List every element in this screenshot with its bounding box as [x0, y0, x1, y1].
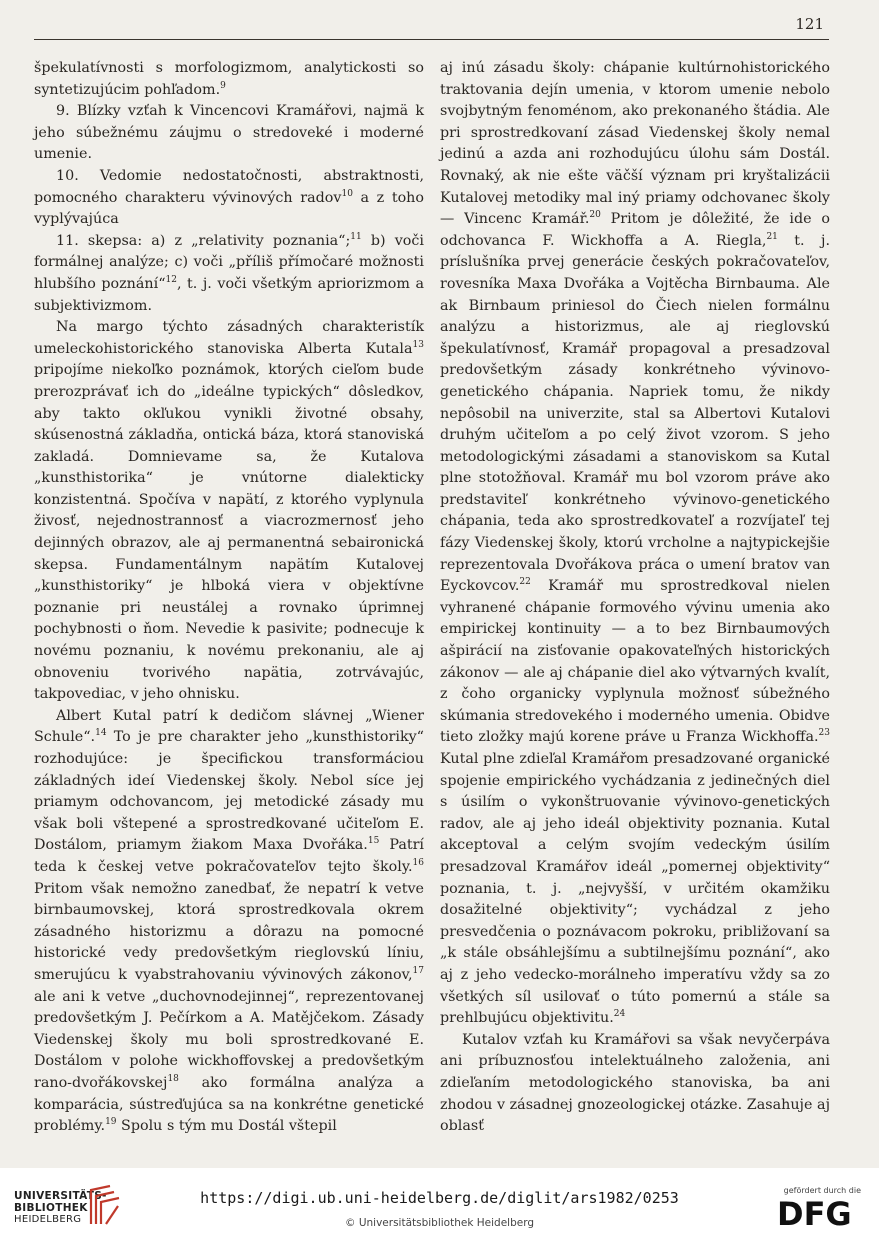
- left-paragraph: [34, 166, 424, 231]
- paragraph-text: , t. j. voči všetkým apriorizmom a subjektivizmom.: [34, 275, 424, 314]
- paragraph-text: Pritom je dôležité, že ide o odchovanca F. Wickhoffa a A. Riegla,: [440, 211, 830, 249]
- library-name-line-2: BIBLIOTHEK: [14, 1202, 88, 1214]
- paragraph-text: Patrí teda k českej vetve pokračovateľov tejto školy.: [34, 837, 424, 875]
- right-paragraph: [440, 1030, 830, 1138]
- library-name-line-3: HEIDELBERG: [14, 1214, 82, 1225]
- footnote-marker: 9: [220, 80, 226, 91]
- paragraph-text: Pritom však nemožno zanedbať, že nepatrí k vetve birnbaumovskej, ktorá sprostredkovala okrem zásadného historizmu a dôrazu na pomocné historické vedy predovšetkým rieglovskú líniu, smerujúcu k vyabstrahovaniu vývinových zákonov,: [34, 880, 424, 983]
- paragraph-text: ako formálna analýza a komparácia, sústreďujúca sa na konkrétne genetické problémy.: [34, 1074, 424, 1135]
- footnote-marker: 17: [412, 966, 424, 977]
- footnote-marker: 21: [766, 231, 778, 242]
- footnote-marker: 24: [613, 1009, 626, 1020]
- left-paragraph: [34, 58, 424, 101]
- paragraph-text: 10. Vedomie nedostatočnosti, abstraktnosti, pomocného charakteru vývinových radov: [34, 167, 424, 206]
- footnote-marker: 19: [105, 1117, 117, 1128]
- footnote-marker: 20: [589, 210, 601, 221]
- footnote-marker: 10: [341, 188, 353, 199]
- document-url[interactable]: [0, 1189, 879, 1207]
- right-column: [440, 58, 830, 1138]
- footnote-marker: 12: [165, 275, 177, 286]
- document-url-link[interactable]: https://digi.ub.uni-heidelberg.de/diglit/ars1982/0253: [200, 1189, 679, 1207]
- paragraph-text: b) voči formálnej analýze; c) voči „příliš přímočaré možnosti hlubšího poznání“: [34, 232, 424, 292]
- footer-bar: [0, 1168, 879, 1240]
- left-column: [34, 58, 424, 1138]
- left-paragraph: [34, 101, 424, 166]
- paragraph-text: Kutalov vzťah ku Kramářovi sa však nevyčerpáva ani príbuznosťou intelektuálneho založenia, ani zdieľaním metodologického stanoviska, ba ani zhodou v zásadnej gnozeologickej otázke. Zasahuje aj oblasť: [440, 1031, 830, 1135]
- left-paragraph: [34, 231, 424, 317]
- footnote-marker: 18: [167, 1074, 179, 1085]
- footnote-marker: 11: [350, 231, 362, 242]
- library-name-line-1: UNIVERSITÄTS-: [14, 1190, 107, 1202]
- paragraph-text: špekulatívnosti s morfologizmom, analytickosti so syntetizujúcim pohľadom.: [34, 60, 424, 98]
- paragraph-text: Kramář mu sprostredkoval nielen vyhranené chápanie formového vývinu umenia ako empirickej kontinuity — a to bez Birnbaumových ašpirácií na zisťovanie opakovateľných historických zákonov — ale aj chápanie diel ako výtvarných kvalít, z čoho organicky vyplynula možnosť súbežného skúmania stredovekého i moderného umenia. Obidve tieto zložky majú korene práve u Franza Wickhoffa.: [440, 578, 830, 746]
- footnote-marker: 14: [95, 728, 107, 739]
- copyright-notice: © Universitätsbibliothek Heidelberg: [344, 1217, 534, 1229]
- paragraph-text: 9. Blízky vzťah k Vincencovi Kramářovi, najmä k jeho súbežnému záujmu o stredoveké i moderné umenie.: [34, 103, 424, 163]
- paragraph-text: Albert Kutal patrí k dedičom slávnej „Wiener Schule“.: [34, 707, 424, 746]
- paragraph-text: Spolu s tým mu Dostál vštepil: [116, 1118, 337, 1135]
- paragraph-text: ale ani k vetve „duchovnodejinnej“, reprezentovanej predovšetkým J. Pečírkom a A. Matějčekom. Zásady Viedenskej školy mu boli sprostredkované E. Dostálom v polohe wickhoffovskej a predovšetkým rano-dvořákovskej: [34, 988, 424, 1091]
- paragraph-text: 11. skepsa: a) z „relativity poznania“;: [56, 232, 351, 249]
- left-paragraph: [34, 706, 424, 1138]
- paragraph-text: To je pre charakter jeho „kunsthistoriky“ rozhodujúce: je špecifickou transformáciou základných ideí Viedenskej školy. Nebol síce jej priamym odchovancom, jej metodické zásady mu však boli vštepené a sprostredkované učiteľom E. Dostálom, priamym žiakom Maxa Dvořáka.: [34, 729, 424, 854]
- footnote-marker: 22: [519, 577, 531, 588]
- dfg-logo[interactable]: [777, 1197, 863, 1233]
- paragraph-text: pripojíme niekoľko poznámok, ktorých cieľom bude prerozprávať ich do „ideálne typických“ dôsledkov, aby takto okľukou vynikli životné obsahy, skúsenostná základňa, ontická báza, ktorá stanoviská zakladá. Domnievame sa, že Kutalova „kunsthistorika“ je vnútorne dialekticky konzistentná. Spočíva v napätí, z ktorého vyplynula živosť, nejednostrannosť a viacrozmernosť jeho dejinných obrazov, ale aj permanentná sebaironická skepsa. Fundamentálnym napätím Kutalovej „kunsthistoriky“ je hlboká viera v objektívne poznanie pri neustálej a rovnako úprimnej pochybnosti o ňom. Nevedie k pasivite; podnecuje k novému poznaniu, k novému prekonaniu, ale aj obnoveniu tvorivého napätia, zotrvávajúc, takpovediac, v jeho ohnisku.: [34, 362, 424, 703]
- paragraph-text: a z toho vyplývajúca: [34, 189, 424, 228]
- footnote-marker: 23: [818, 728, 830, 739]
- paragraph-text: Kutal plne zdieľal Kramářom presadzované organické spojenie empirického vychádzania z jedinečných diel s úsilím o vykonštruovanie vývinovo-genetických radov, ale aj jeho ideál objektivity poznania. Kutal akceptoval a celým svojím vedeckým úsilím presadzoval Kramářov ideál „pomernej objektivity“ poznania, t. j. „nejvyšší, v určitém okamžiku dosažitelné objektivity“; vychádzal z jeho presvedčenia o poznávacom pokroku, približovaní sa „k stále obsáhlejšímu a subtilnejšímu poznání“, ako aj z jeho vedecko-morálneho imperatívu vždy sa zo všetkých síl usilovať o túto pomernú a stále sa prehlbujúcu objektivitu.: [440, 751, 830, 1027]
- left-paragraph: [34, 317, 424, 706]
- paragraph-text: aj inú zásadu školy: chápanie kultúrnohistorického traktovania dejín umenia, v ktorom umenie nebolo svojbytným fenoménom, ako prekonaného štádia. Ale pri sprostredkovaní zásad Viedenskej školy nemal jedinú a azda ani rozhodujúcu úlohu sám Dostál. Rovnaký, ak nie ešte väčší význam pri kryštalizácii Kutalovej metodiky mal iný priamy odchovanec školy — Vincenc Kramář.: [440, 60, 830, 228]
- page-number: 121: [795, 15, 824, 33]
- funding-label: gefördert durch die: [783, 1186, 861, 1195]
- footnote-marker: 15: [367, 836, 380, 847]
- footnote-marker: 13: [412, 339, 424, 350]
- paragraph-text: t. j. príslušníka prvej generácie českých pokračovateľov, rovesníka Maxa Dvořáka a Vojtěcha Birnbauma. Ale ak Birnbaum priniesol do Čiech nielen formálnu analýzu a historizmus, ale aj rieglovskú špekulatívnosť, Kramář propagoval a presadzoval predovšetkým zásady konkrétneho vývinovo-genetického chápania. Napriek tomu, že nikdy nepôsobil na univerzite, stal sa Albertovi Kutalovi druhým učiteľom a po celý život vzorom. S jeho metodologickými zásadami a stanoviskom sa Kutal plne stotožňoval. Kramář mu bol vzorom práve ako predstaviteľ konkrétneho vývinovo-genetického chápania, teda ako sprostredkovateľ a rozvíjateľ tej fázy Viedenskej školy, ktorú vrcholne a najtypickejšie reprezentovala Dvořákova práca o umení bratov van Eyckovcov.: [440, 232, 830, 595]
- svg-text:DFG: DFG: [777, 1197, 852, 1229]
- paragraph-text: Na margo týchto zásadných charakteristík umeleckohistorického stanoviska Alberta Kutala: [34, 319, 424, 357]
- right-paragraph: [440, 58, 830, 1030]
- header-rule: [34, 39, 829, 40]
- footnote-marker: 16: [412, 858, 424, 869]
